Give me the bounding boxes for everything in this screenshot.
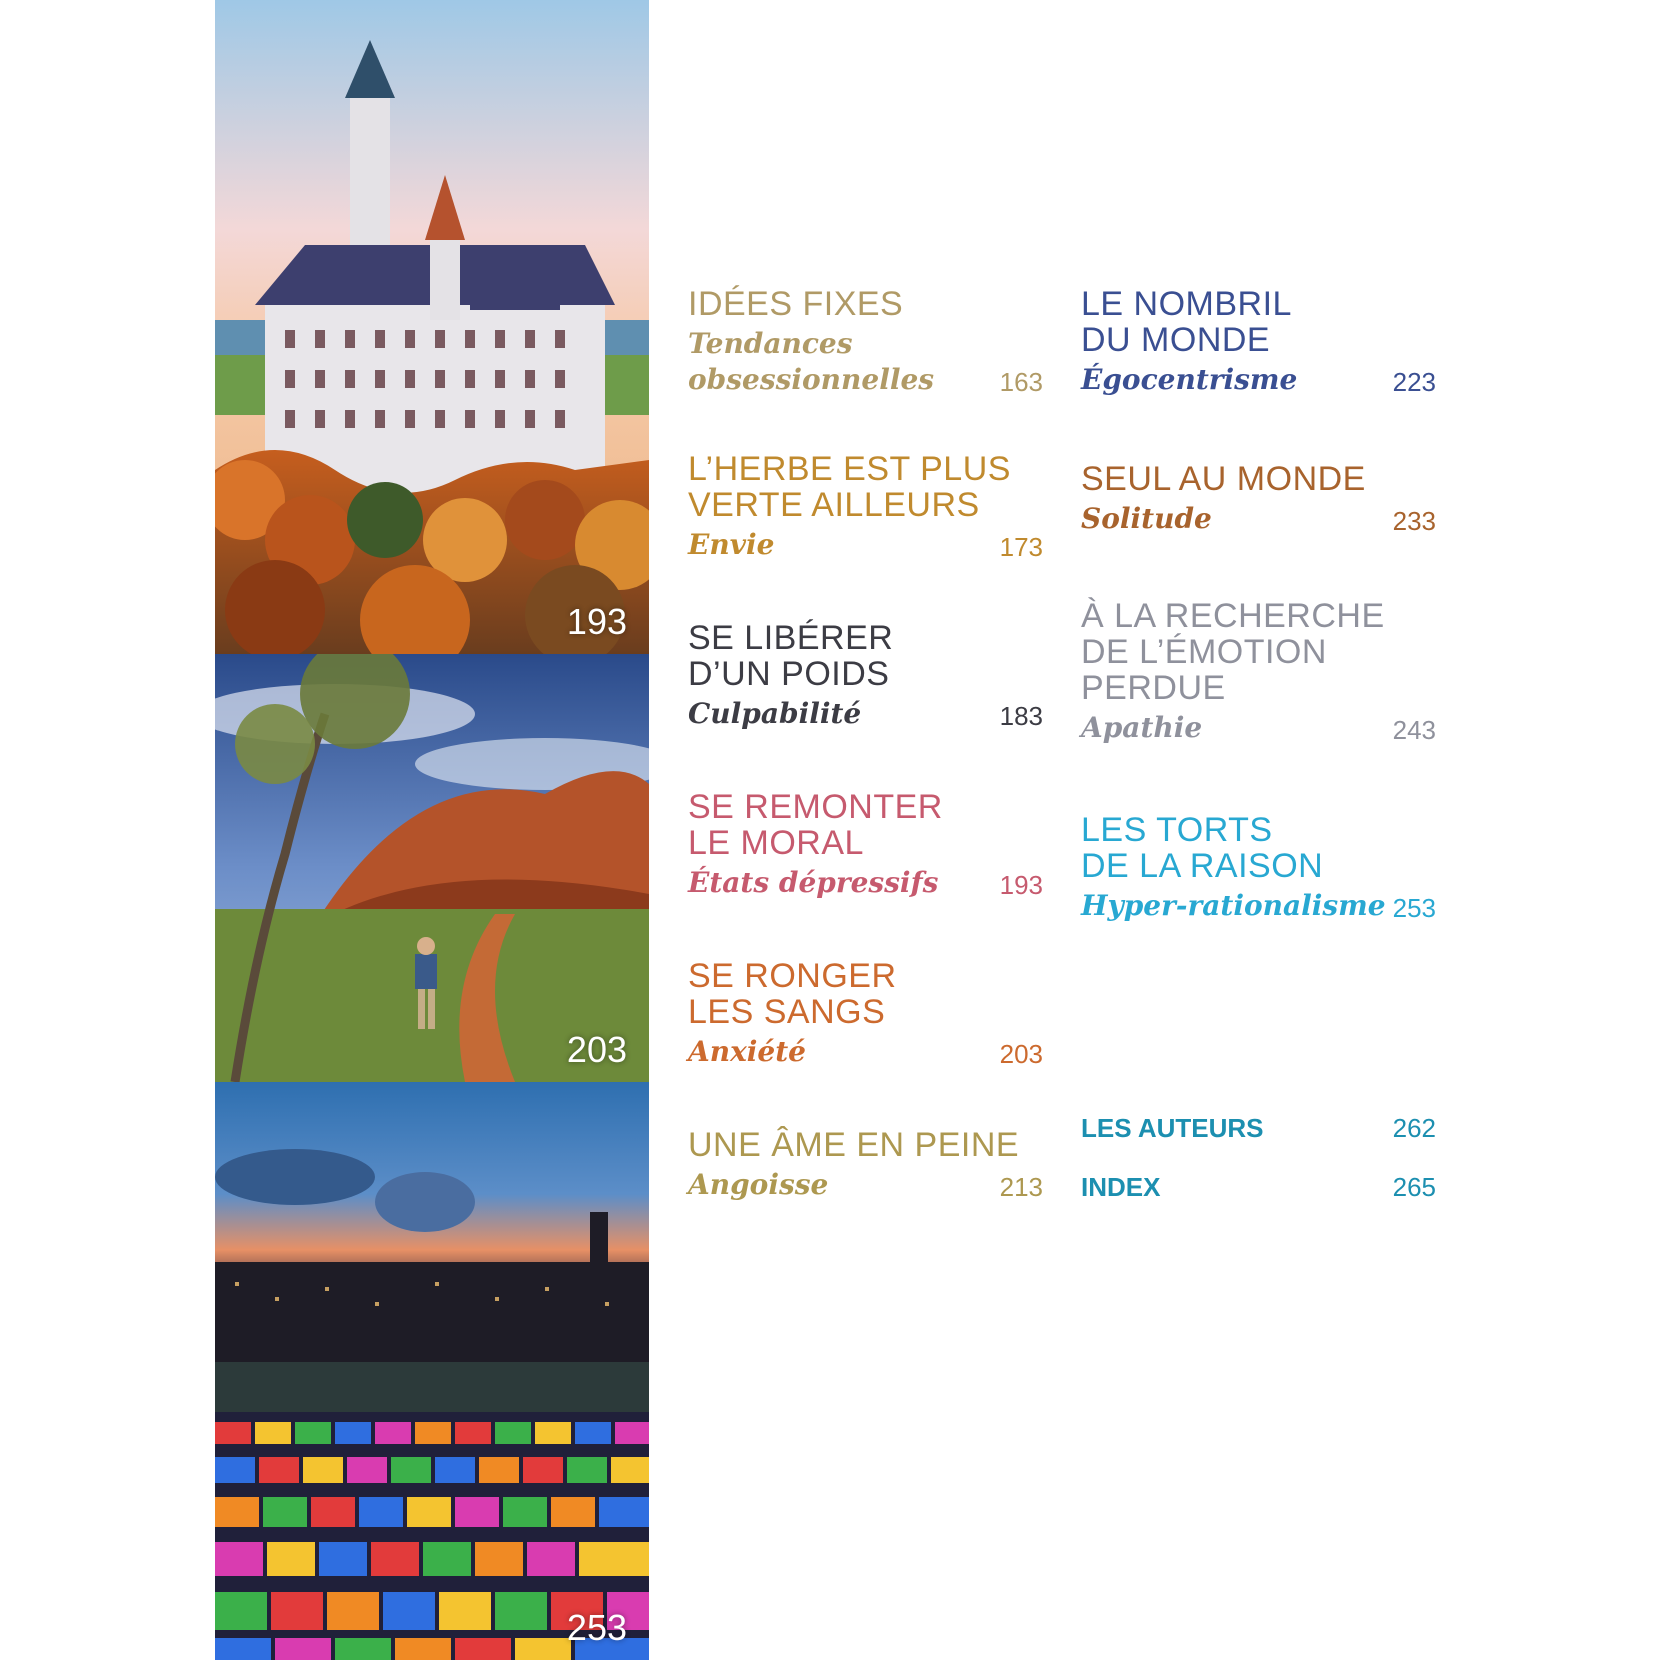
toc-page-number: 253 xyxy=(1392,893,1436,923)
toc-subtitle: Envie xyxy=(688,528,775,561)
toc-page-number: 183 xyxy=(999,701,1043,731)
toc-title: SEUL AU MONDE xyxy=(1081,460,1366,498)
toc-entry-index[interactable] xyxy=(1081,1172,1436,1208)
castle-illustration xyxy=(215,0,649,654)
toc-entry-idees-fixes[interactable] xyxy=(688,286,1043,398)
outback-illustration xyxy=(215,654,649,1082)
toc-extra-label: INDEX xyxy=(1081,1172,1161,1202)
photo-page-number: 193 xyxy=(566,601,627,642)
toc-entry-emotion-perdue[interactable] xyxy=(1081,598,1436,746)
toc-page-number: 265 xyxy=(1392,1172,1436,1202)
toc-subtitle: Apathie xyxy=(1081,711,1203,744)
toc-subtitle: Angoisse xyxy=(688,1168,829,1201)
toc-page-number: 193 xyxy=(999,870,1043,900)
night-market-photo xyxy=(215,1082,649,1660)
toc-title: SE RONGER LES SANGS xyxy=(688,957,897,1031)
toc-page-number: 203 xyxy=(999,1039,1043,1069)
castle-photo xyxy=(215,0,649,654)
photo-page-number: 253 xyxy=(566,1607,627,1648)
toc-title: L’HERBE EST PLUS VERTE AILLEURS xyxy=(688,450,1011,524)
toc-entry-ame-en-peine[interactable] xyxy=(688,1127,1043,1203)
toc-entry-remonter-moral[interactable] xyxy=(688,789,1043,901)
toc-title: SE LIBÉRER D’UN POIDS xyxy=(688,619,894,693)
toc-title: LE NOMBRIL DU MONDE xyxy=(1081,285,1292,359)
toc-subtitle: États dépressifs xyxy=(688,866,939,899)
toc-entry-seul-au-monde[interactable] xyxy=(1081,461,1436,537)
toc-entry-liberer-poids[interactable] xyxy=(688,620,1043,732)
toc-page-number: 213 xyxy=(999,1172,1043,1202)
toc-entry-ronger-sangs[interactable] xyxy=(688,958,1043,1070)
toc-page-number: 223 xyxy=(1392,367,1436,397)
toc-entry-torts-raison[interactable] xyxy=(1081,812,1436,924)
night-market-illustration xyxy=(215,1082,649,1660)
toc-page-number: 262 xyxy=(1392,1113,1436,1143)
toc-page-number: 243 xyxy=(1392,715,1436,745)
toc-subtitle: Tendances obsessionnelles xyxy=(688,327,935,396)
toc-subtitle: Hyper-rationalisme xyxy=(1081,889,1386,922)
toc-title: LES TORTS DE LA RAISON xyxy=(1081,811,1324,885)
toc-page-number: 163 xyxy=(999,367,1043,397)
toc-title: IDÉES FIXES xyxy=(688,285,904,323)
toc-subtitle: Solitude xyxy=(1081,502,1212,535)
toc-title: À LA RECHERCHE DE L’ÉMOTION PERDUE xyxy=(1081,597,1385,707)
photo-page-number: 203 xyxy=(566,1029,627,1070)
toc-entry-nombril-monde[interactable] xyxy=(1081,286,1436,398)
toc-title: UNE ÂME EN PEINE xyxy=(688,1126,1020,1164)
toc-page-number: 173 xyxy=(999,532,1043,562)
toc-subtitle: Égocentrisme xyxy=(1081,363,1298,396)
toc-subtitle: Anxiété xyxy=(688,1035,806,1068)
toc-page-number: 233 xyxy=(1392,506,1436,536)
toc-extra-label: LES AUTEURS xyxy=(1081,1113,1264,1143)
toc-subtitle: Culpabilité xyxy=(688,697,862,730)
toc-entry-auteurs[interactable] xyxy=(1081,1113,1436,1149)
toc-title: SE REMONTER LE MORAL xyxy=(688,788,943,862)
outback-hiker-photo xyxy=(215,654,649,1082)
toc-entry-herbe-verte[interactable] xyxy=(688,451,1043,563)
